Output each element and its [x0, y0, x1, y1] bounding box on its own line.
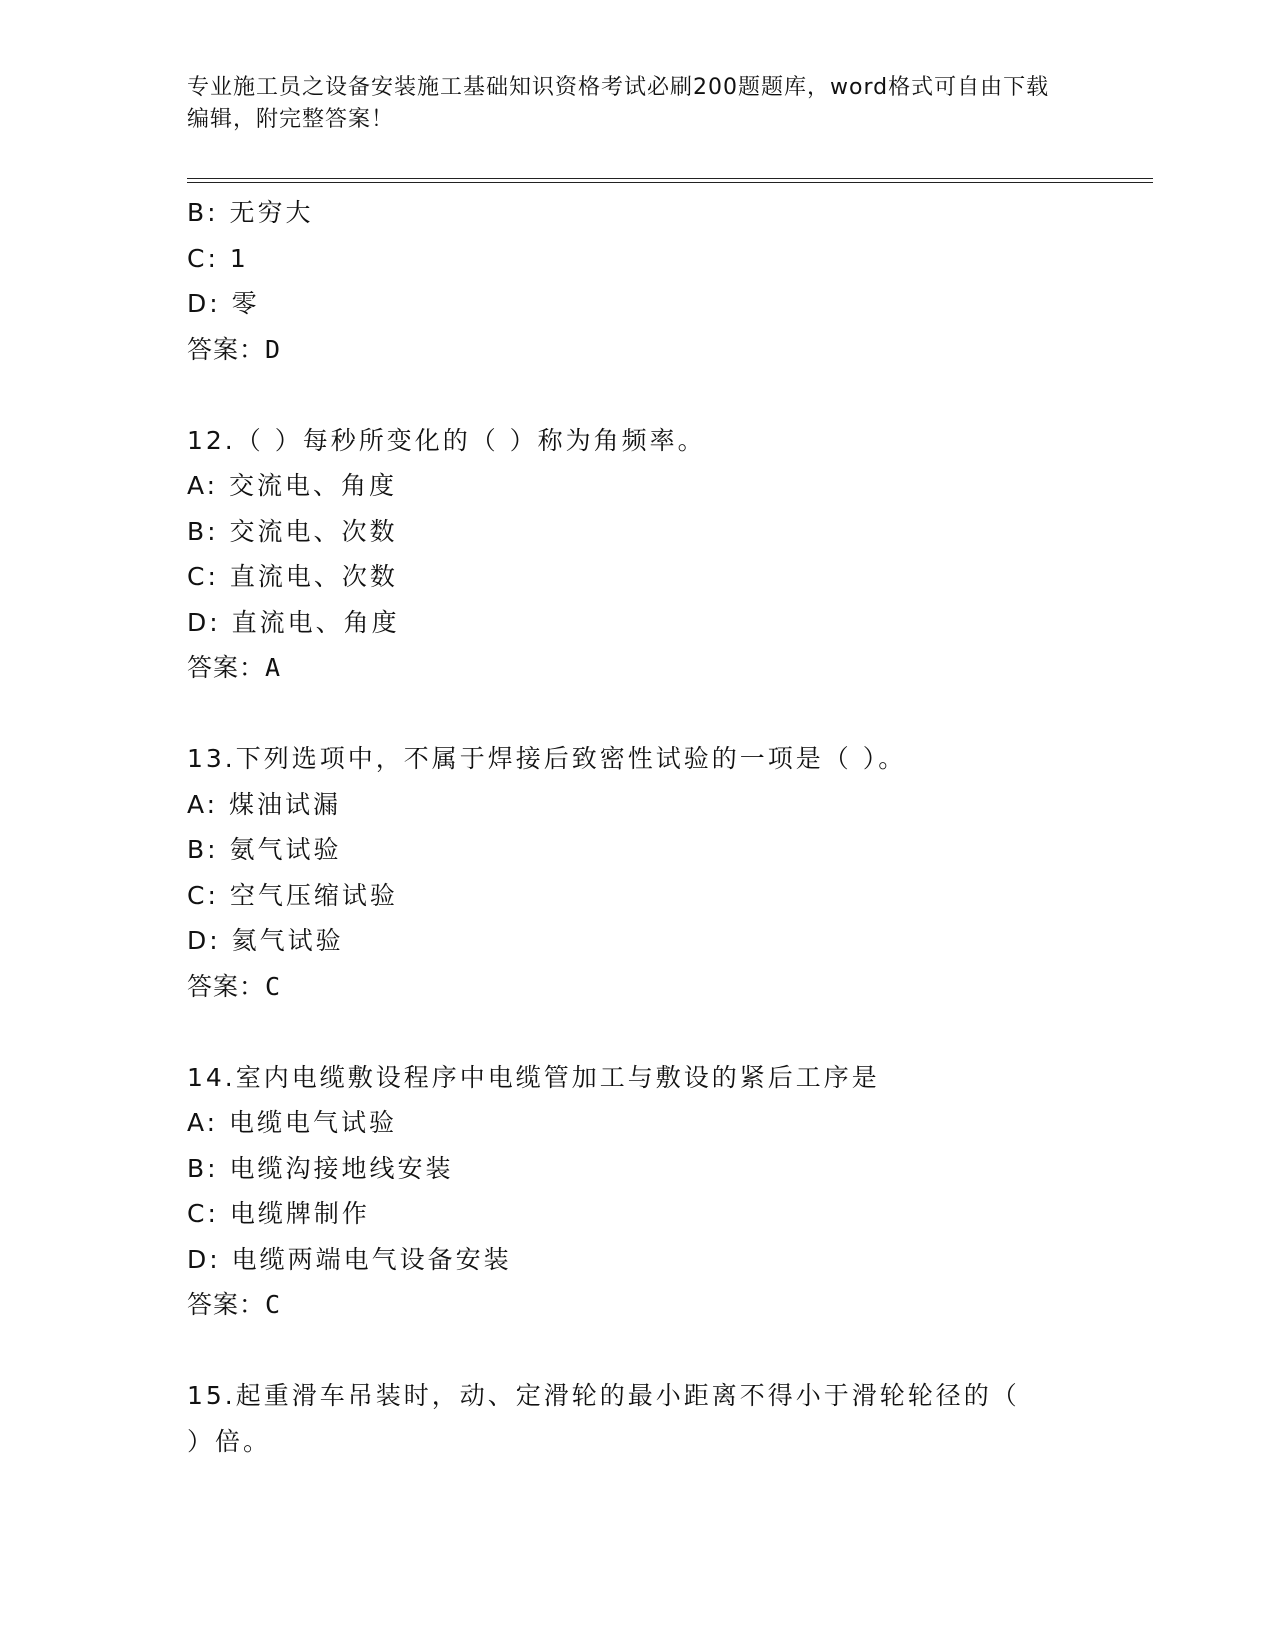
spacer: [187, 372, 1153, 418]
question-stem-line-2: ）倍。: [187, 1426, 272, 1456]
answer: 答案：C: [187, 971, 282, 1001]
option-a: A: 煤油试漏: [187, 789, 342, 819]
option-d: D: 电缆两端电气设备安装: [187, 1244, 512, 1274]
question-13: [187, 736, 1153, 1009]
question-stem: 12.（ ）每秒所变化的（ ）称为角频率。: [187, 425, 706, 455]
option-c: C: 直流电、次数: [187, 562, 398, 591]
document-header: 专业施工员之设备安装施工基础知识资格考试必刷200题题库，word格式可自由下载编辑，附完整答案！: [187, 75, 1050, 132]
spacer: [187, 1328, 1153, 1374]
question-stem: 13.下列选项中，不属于焊接后致密性试验的一项是（ ）。: [187, 744, 907, 773]
question-15: [187, 1373, 1153, 1464]
option-c: C: 1: [187, 243, 249, 273]
answer: 答案：D: [187, 334, 282, 364]
option-c: C: 电缆牌制作: [187, 1199, 370, 1228]
question-stem-line-1: 15.起重滑车吊装时，动、定滑轮的最小距离不得小于滑轮轮径的（: [187, 1381, 1020, 1410]
option-b: B: 交流电、次数: [187, 516, 398, 546]
question-11-continued: [187, 190, 1153, 372]
header-divider-top: [187, 178, 1153, 179]
option-d: D: 氦气试验: [187, 926, 344, 955]
spacer: [187, 691, 1153, 737]
question-list: [187, 190, 1153, 1464]
option-b: B: 无穷大: [187, 198, 314, 227]
question-14: [187, 1055, 1153, 1328]
option-a: A: 交流电、角度: [187, 471, 398, 500]
option-a: A: 电缆电气试验: [187, 1108, 398, 1137]
option-b: B: 氨气试验: [187, 835, 342, 864]
answer: 答案：C: [187, 1290, 282, 1319]
option-b: B: 电缆沟接地线安装: [187, 1153, 454, 1183]
answer: 答案：A: [187, 653, 282, 682]
question-12: [187, 418, 1153, 691]
option-d: D: 直流电、角度: [187, 607, 400, 637]
header-divider-bottom: [187, 182, 1153, 183]
option-d: D: 零: [187, 289, 260, 318]
question-stem: 14.室内电缆敷设程序中电缆管加工与敷设的紧后工序是: [187, 1062, 880, 1092]
option-c: C: 空气压缩试验: [187, 880, 398, 910]
spacer: [187, 1009, 1153, 1055]
